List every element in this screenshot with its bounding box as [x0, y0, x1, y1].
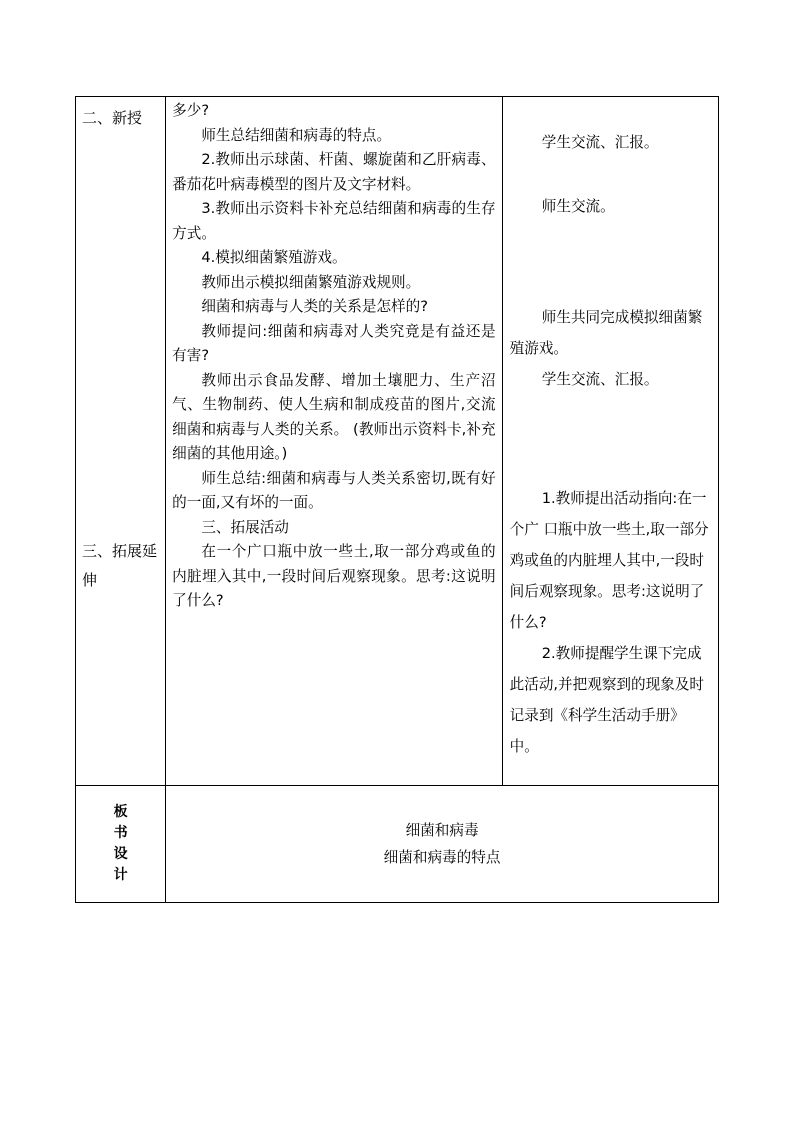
- board-label-char: 计: [113, 867, 128, 883]
- student-activity-cell: [502, 97, 718, 786]
- board-label-char: 板: [113, 804, 128, 820]
- teacher-line: 教师提问:细菌和病毒对人类究竟是有益还是有害?: [172, 322, 496, 364]
- teacher-line: 教师出示食品发酵、增加土壤肥力、生产沼气、生物制药、使人生病和制成疫苗的图片,交流细菌和病毒与人类的关系。 (教师出示资料卡,补充细菌的其他用途。): [172, 371, 496, 462]
- board-design-row: [76, 786, 719, 903]
- teacher-line: 教师出示模拟细菌繁殖游戏规则。: [201, 273, 421, 291]
- board-subtitle: 细菌和病毒的特点: [383, 849, 501, 866]
- board-label-char: 设: [113, 846, 128, 862]
- student-line: 学生交流、汇报。: [541, 371, 659, 388]
- teacher-line: 2.教师出示球菌、杆菌、螺旋菌和乙肝病毒、番茄花叶病毒模型的图片及文字材料。: [172, 151, 496, 193]
- board-design-label: [76, 786, 166, 903]
- board-design-content: [166, 786, 719, 903]
- teacher-line: 细菌和病毒与人类的关系是怎样的?: [201, 298, 428, 315]
- main-row: [76, 97, 719, 786]
- teacher-line: 在一个广口瓶中放一些土,取一部分鸡或鱼的内脏埋入其中,一段时间后观察现象。思考:这说明了什么?: [172, 543, 496, 609]
- student-line: 师生交流。: [541, 198, 615, 215]
- student-line: 1.教师提出活动指向:在一个广 口瓶中放一些土,取一部分鸡或鱼的内脏埋人其中,一段时间后观察现象。思考:这说明了什么?: [509, 490, 709, 631]
- student-line: 2.教师提醒学生课下完成此活动,并把观察到的现象及时记录到《科学生活动手册》中。: [509, 645, 704, 755]
- section-label-cell: [76, 97, 166, 786]
- teacher-line: 师生总结细菌和病毒的特点。: [201, 126, 392, 144]
- board-label-char: 书: [113, 825, 128, 841]
- teacher-activity-cell: [166, 97, 503, 786]
- new-lesson-label: 二、新授: [82, 109, 143, 127]
- extension-label: 三、拓展延伸: [82, 542, 158, 589]
- student-line: 学生交流、汇报。: [541, 134, 659, 151]
- student-line: 师生共同完成模拟细菌繁殖游戏。: [509, 309, 703, 357]
- board-title: 细菌和病毒: [405, 822, 479, 839]
- teacher-line: 多少?: [172, 102, 210, 119]
- teacher-line: 3.教师出示资料卡补充总结细菌和病毒的生存方式。: [172, 200, 496, 242]
- lesson-plan-table: [75, 96, 719, 903]
- teacher-line: 师生总结:细菌和病毒与人类关系密切,既有好的一面,又有坏的一面。: [172, 469, 496, 511]
- extension-activity-heading: 三、拓展活动: [201, 518, 289, 536]
- teacher-line: 4.模拟细菌繁殖游戏。: [201, 249, 347, 266]
